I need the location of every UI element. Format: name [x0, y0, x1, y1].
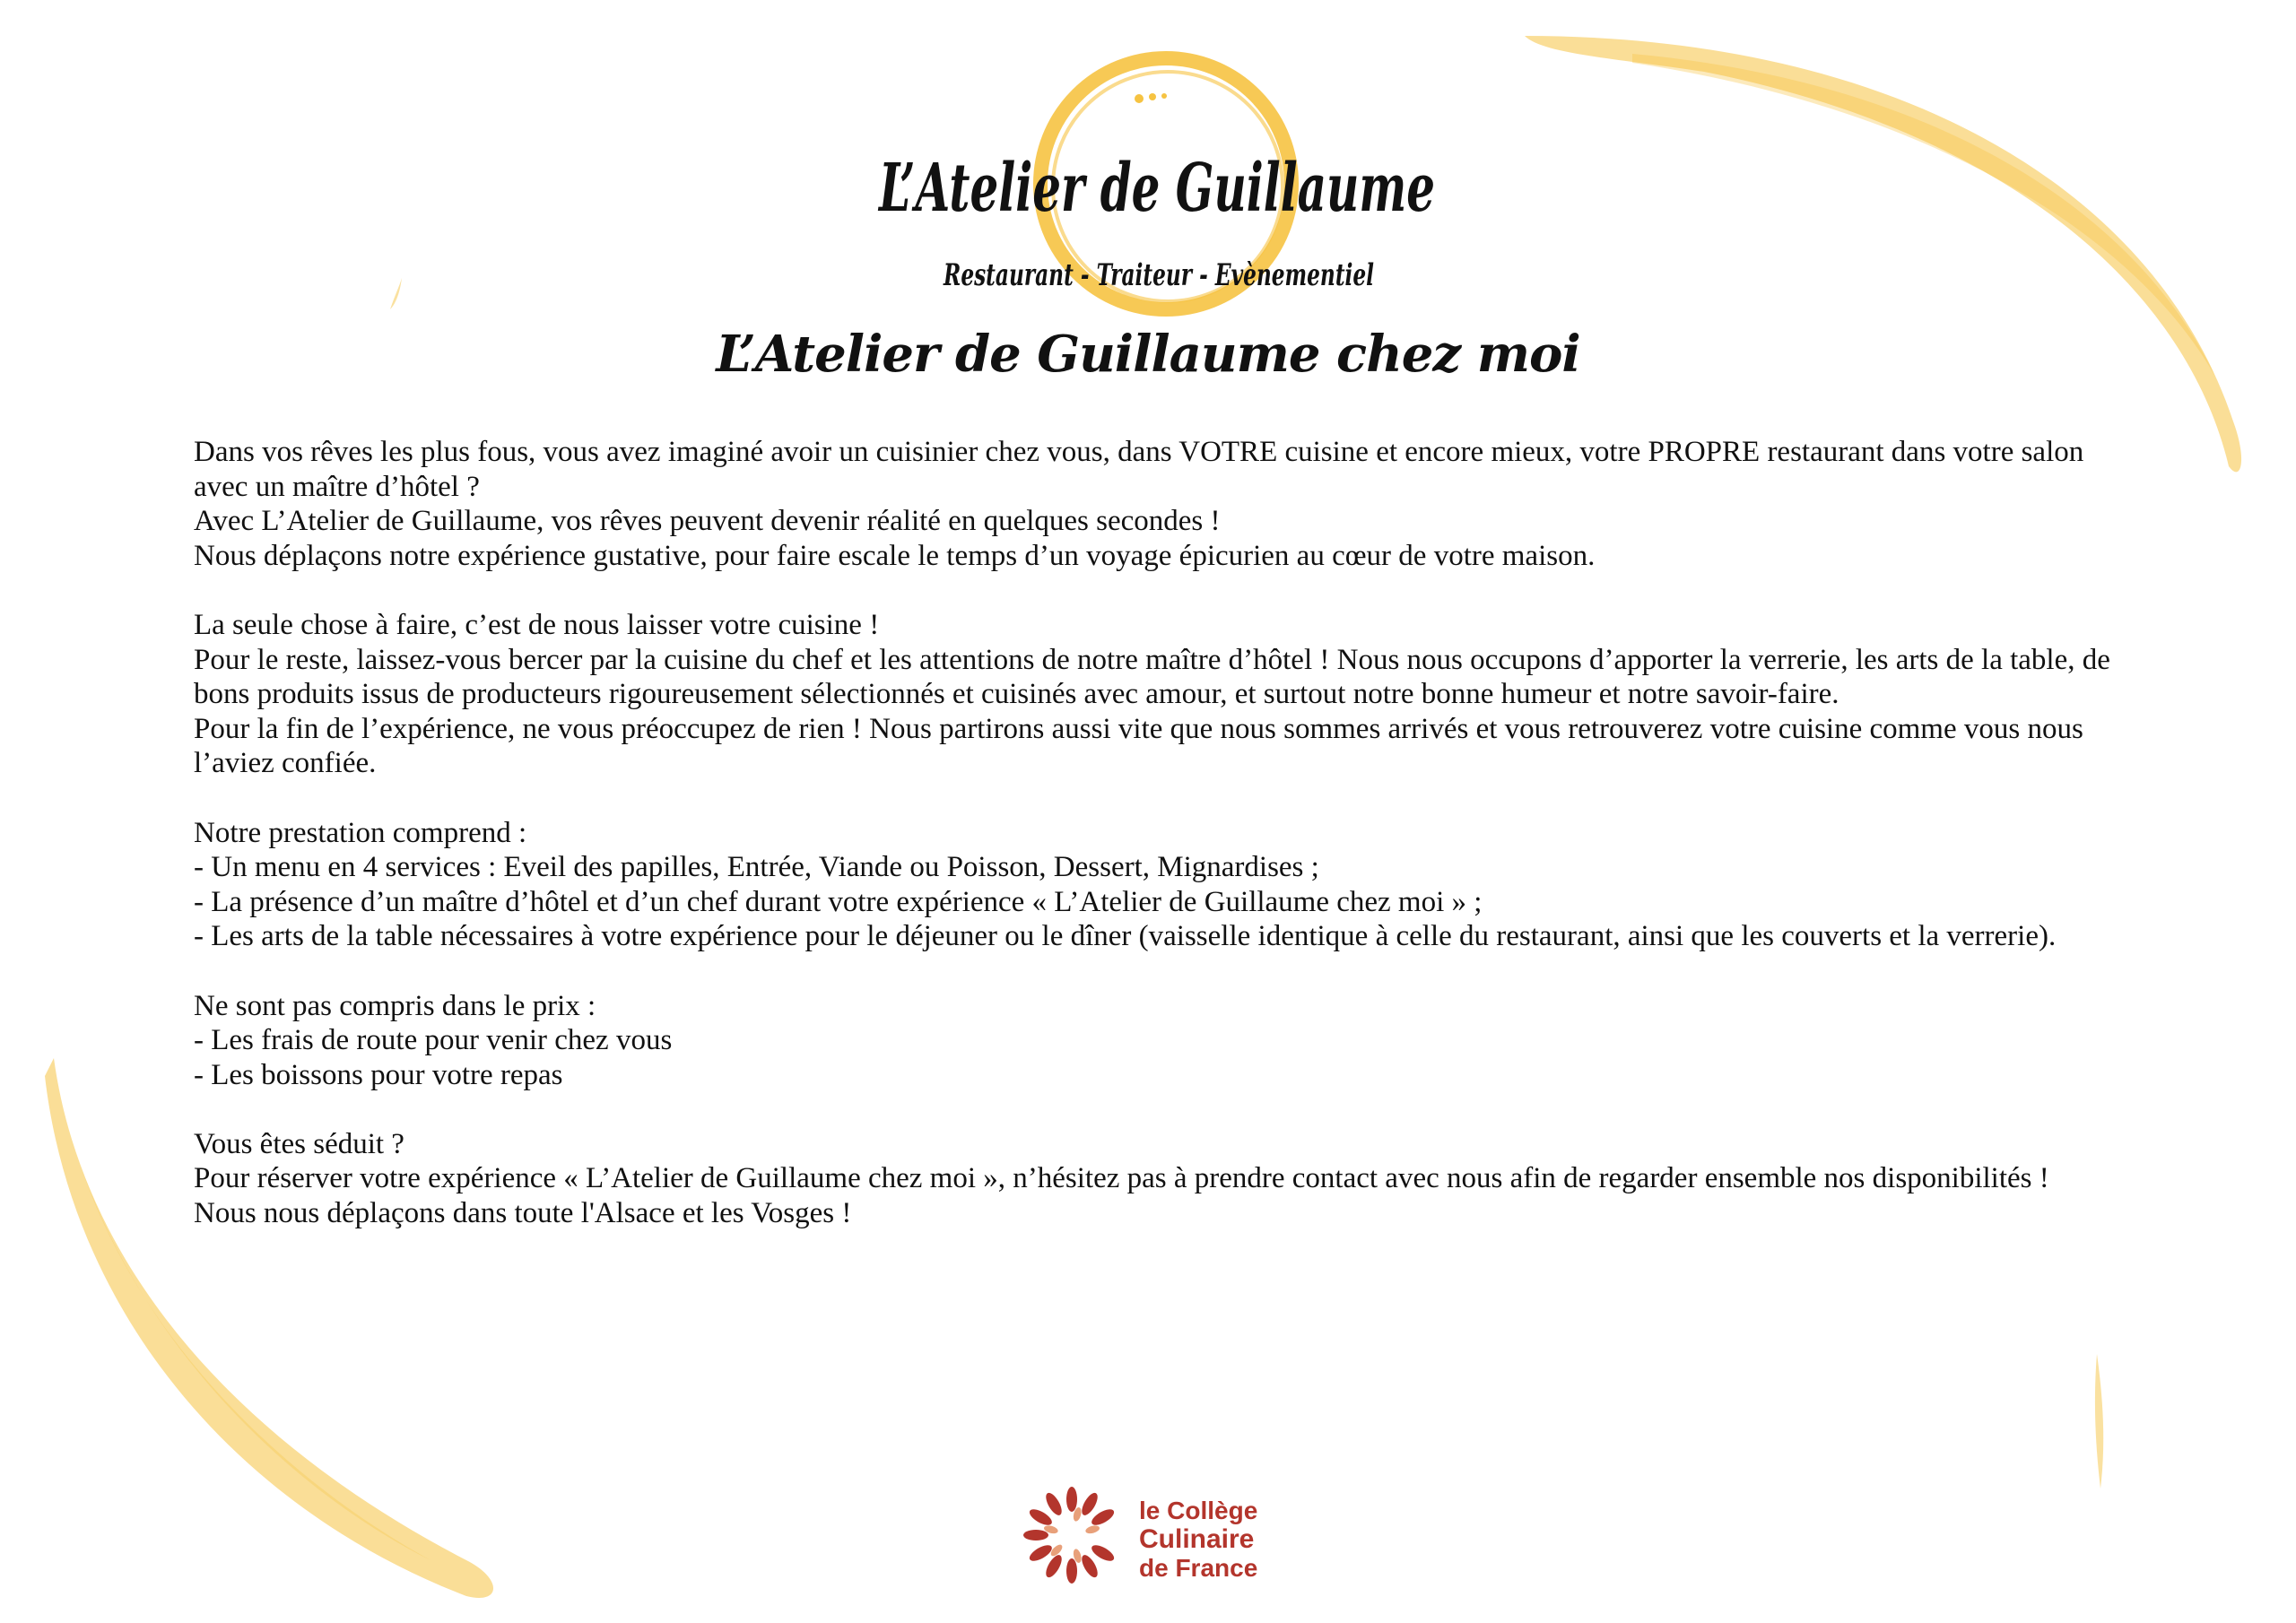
- text-line: Pour la fin de l’expérience, ne vous préoccupez de rien ! Nous partirons aussi vite que nous sommes arrivés et vous retrouverez votre cuisine comme vous nous l’aviez confiée.: [194, 712, 2083, 780]
- logo-tagline: Restaurant - Traiteur - Evènementiel: [943, 257, 1375, 293]
- burst-petal: [1079, 1553, 1100, 1580]
- text-line: Vous êtes séduit ?: [194, 1127, 404, 1160]
- paragraph-not-included: [194, 989, 2131, 1093]
- college-burst-icon: [1023, 1487, 1117, 1584]
- text-line: Notre prestation comprend :: [194, 816, 527, 849]
- page-title: L’Atelier de Guillaume chez moi: [716, 325, 1580, 384]
- text-line: Pour réserver votre expérience « L’Atelier de Guillaume chez moi », n’hésitez pas à prendre contact avec nous afin de regarder ensemble nos disponibilités !: [194, 1162, 2049, 1195]
- text-line: Avec L’Atelier de Guillaume, vos rêves peuvent devenir réalité en quelques secondes !: [194, 505, 1221, 538]
- paragraph-service: [194, 608, 2131, 781]
- college-culinaire-logo: [1013, 1480, 1283, 1596]
- logo-name: L’Atelier de Guillaume: [877, 150, 1435, 227]
- burst-petal: [1027, 1542, 1054, 1564]
- logo-gold-dot: [1149, 93, 1156, 100]
- paragraph-intro: [194, 435, 2131, 573]
- college-line-1: le Collège: [1139, 1497, 1258, 1524]
- college-line-2: Culinaire: [1139, 1524, 1255, 1554]
- body-text: [194, 435, 2131, 1265]
- brush-stroke-top-right: [1525, 36, 2241, 472]
- brush-speck-left: [390, 278, 402, 309]
- logo-gold-dot: [1135, 94, 1144, 103]
- list-item: - La présence d’un maître d’hôtel et d’un chef durant votre expérience « L’Atelier de Guillaume chez moi » ;: [194, 885, 1483, 918]
- burst-petal: [1090, 1542, 1117, 1564]
- burst-petal: [1027, 1506, 1054, 1528]
- text-line: Nous nous déplaçons dans toute l'Alsace et les Vosges !: [194, 1197, 852, 1230]
- paragraph-included: [194, 816, 2131, 954]
- burst-petal: [1023, 1530, 1048, 1541]
- burst-petal: [1079, 1490, 1100, 1517]
- burst-petal: [1043, 1490, 1065, 1517]
- burst-petal: [1043, 1553, 1065, 1580]
- burst-petal-light: [1084, 1524, 1100, 1535]
- list-item: - Les frais de route pour venir chez vous: [194, 1024, 673, 1057]
- list-item: - Les arts de la table nécessaires à votre expérience pour le déjeuner ou le dîner (vaisselle identique à celle du restaurant, ainsi que les couverts et la verrerie).: [194, 920, 2057, 953]
- burst-petal: [1090, 1506, 1117, 1528]
- burst-petal: [1066, 1487, 1077, 1512]
- text-line: Ne sont pas compris dans le prix :: [194, 989, 596, 1022]
- text-line: Dans vos rêves les plus fous, vous avez imaginé avoir un cuisinier chez vous, dans VOTRE cuisine et encore mieux, votre PROPRE restaurant dans votre salon avec un maître d’hôtel ?: [194, 436, 2084, 503]
- paragraph-booking: [194, 1127, 2131, 1231]
- text-line: Pour le reste, laissez-vous bercer par la cuisine du chef et les attentions de notre maître d’hôtel ! Nous nous occupons d’apporter la verrerie, les arts de la table, de bons produits issus de producteurs rigoureusement sélectionnés et cuisinés avec amour, et surtout notre bonne humeur et notre savoir-faire.: [194, 643, 2110, 711]
- logo-gold-dot: [1161, 93, 1167, 99]
- brush-stroke-bottom-right: [2095, 1354, 2103, 1488]
- college-line-3: de France: [1139, 1554, 1258, 1582]
- atelier-logo: [843, 36, 1471, 332]
- burst-petal: [1066, 1558, 1077, 1584]
- list-item: - Les boissons pour votre repas: [194, 1058, 563, 1091]
- text-line: Nous déplaçons notre expérience gustative, pour faire escale le temps d’un voyage épicurien au cœur de votre maison.: [194, 539, 1596, 572]
- text-line: La seule chose à faire, c’est de nous laisser votre cuisine !: [194, 608, 880, 641]
- list-item: - Un menu en 4 services : Eveil des papilles, Entrée, Viande ou Poisson, Dessert, Mignardises ;: [194, 851, 1319, 884]
